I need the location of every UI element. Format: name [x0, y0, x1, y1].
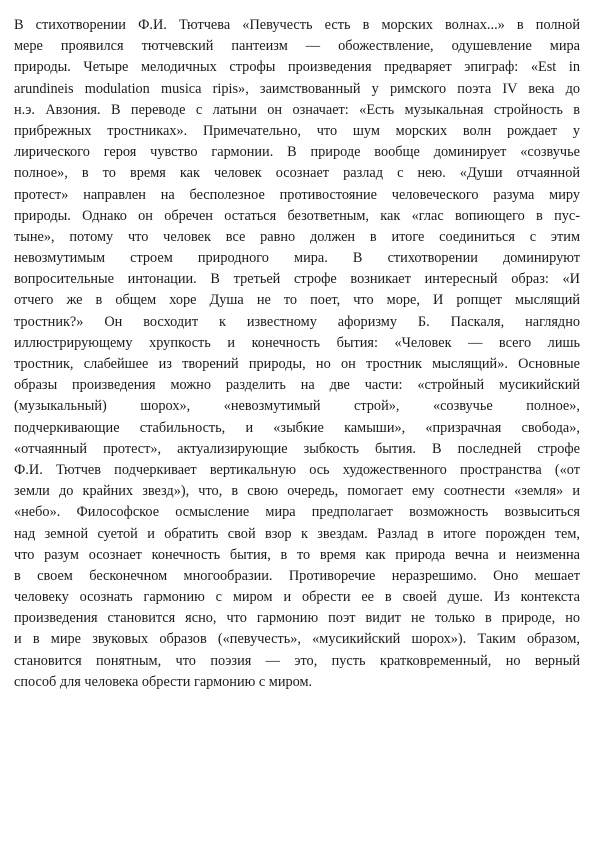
text-line: невозмутимым строем природного мира. В стихотворении доминируют [14, 250, 580, 267]
text-line: «отчаянный протест», актуализирующие зыбкость бытия. В последней строфе [14, 440, 580, 457]
text-line: подчеркивающие стабильность, и «зыбкие камыши», «призрачная свобода», [14, 419, 580, 436]
text-line: В стихотворении Ф.И. Тютчева «Певучесть есть в морских волнах...» в полной [14, 17, 580, 33]
text-line: «небо». Философское осмысление мира предполагает возможность возвыситься [14, 504, 580, 521]
text-line: природы. Четыре мелодичных строфы произведения предваряет эпиграф: «Est in [14, 59, 580, 76]
text-line: Ф.И. Тютчев подчеркивает вертикальную ось художественного пространства («от [14, 461, 580, 478]
essay-paragraph [14, 15, 580, 693]
text-line: над земной суетой и обратить свой взор к звездам. Разлад в итоге порожден тем, [14, 525, 580, 542]
text-line: полное», в то время как человек осознает разлад с нею. «Души отчаянной [14, 165, 580, 182]
text-line: мере проявился тютчевский пантеизм — обожествление, одушевление мира [14, 38, 580, 55]
text-line: arundineis modulation musica ripis», заимствованный у римского поэта IV века до [14, 80, 580, 97]
text-line: образы произведения можно разделить на две части: «стройный мусикийский [14, 377, 580, 394]
text-line: (музыкальный) шорох», «невозмутимый строй», «созвучье полное», [14, 398, 580, 415]
text-line: н.э. Авзония. В переводе с латыни он означает: «Есть музыкальная стройность в [14, 101, 580, 118]
text-line: отчего же в общем хоре Душа не то поет, что море, И ропщет мыслящий [14, 292, 580, 309]
text-line: тыне», потому что человек все равно должен в итоге соединиться с этим [14, 228, 580, 245]
text-line: и в мире звуковых образов («певучесть», «мусикийский шорох»). Таким образом, [14, 631, 580, 648]
text-line: протест» направлен на бесполезное противостояние человеческого разума миру [14, 186, 580, 203]
text-line: тростник, слабейшее из творений природы, но он тростник мыслящий». Основные [14, 356, 580, 372]
text-line: что разум осознает конечность бытия, в то время как природа вечна и неизменна [14, 546, 580, 563]
text-line: вопросительные интонации. В третьей строфе возникает интересный образ: «И [14, 271, 580, 288]
text-line: в своем бесконечном многообразии. Противоречие неразрешимо. Оно мешает [14, 567, 580, 584]
text-line: прибрежных тростниках». Примечательно, что шум морских волн рождает у [14, 122, 580, 139]
text-line: иллюстрирующему хрупкость и конечность бытия: «Человек — всего лишь [14, 334, 580, 351]
text-line: природы. Однако он обречен остаться безответным, как «глас вопиющего в пус- [14, 207, 580, 224]
text-line: лирического героя чувство гармонии. В природе вообще доминирует «созвучье [14, 144, 580, 161]
text-line: тростник?» Он восходит к известному афоризму Б. Паскаля, наглядно [14, 313, 580, 330]
text-line: земли до крайних звезд»), что, в свою очередь, помогает ему соотнести «земля» и [14, 483, 580, 500]
text-line: способ для человека обрести гармонию с миром. [14, 673, 313, 690]
text-line: произведения становится ясно, что гармонию поэт видит не только в природе, но [14, 610, 580, 627]
text-line: становится понятным, что поэзия — это, пусть кратковременный, но верный [14, 652, 580, 669]
text-line: человеку осознать гармонию с миром и обрести ее в своей душе. Из контекста [14, 589, 580, 606]
